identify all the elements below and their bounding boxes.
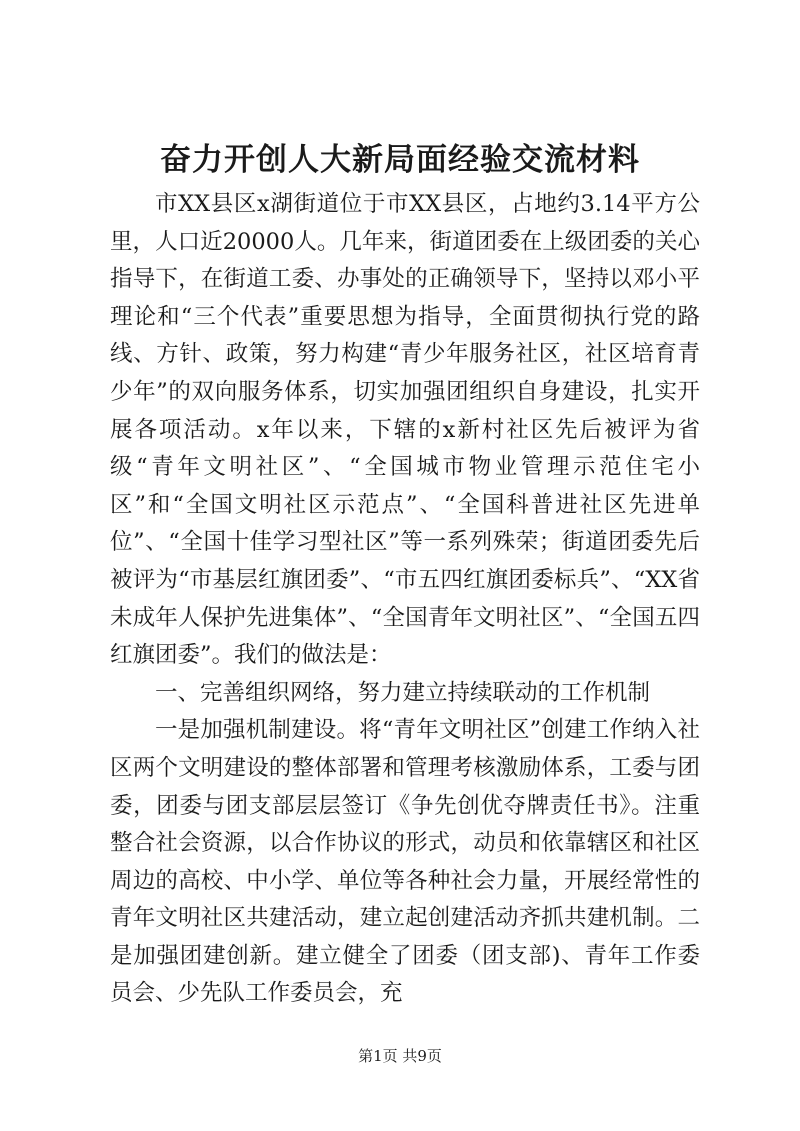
section-heading-1: 一、完善组织网络，努力建立持续联动的工作机制 (155, 679, 651, 706)
paragraph-intro: 市XX县区x湖街道位于市XX县区，占地约3.14平方公里，人口近20000人。几年来，街道团委在上级团委的关心指导下，在街道工委、办事处的正确领导下，坚持以邓小平理论和“三个代表”重要思想为指导，全面贯彻执行党的路线、方针、政策，努力构建“青少年服务社区，社区培育青少年”的双向服务体系，切实加强团组织自身建设，扎实开展各项活动。x年以来，下辖的x新村社区先后被评为省级“青年文明社区”、“全国城市物业管理示范住宅小区”和“全国文明社区示范点”、“全国科普进社区先进单位”、“全国十佳学习型社区”等一系列殊荣；街道团委先后被评为“市基层红旗团委”、“市五四红旗团委标兵”、“XX省未成年人保护先进集体”、“全国青年文明社区”、“全国五四红旗团委”。我们的做法是： (110, 191, 700, 669)
document-body (110, 186, 700, 1013)
paragraph-mechanism: 一是加强机制建设。将“青年文明社区”创建工作纳入社区两个文明建设的整体部署和管理考核激励体系，工委与团委，团委与团支部层层签订《争先创优夺牌责任书》。注重整合社会资源，以合作协议的形式，动员和依靠辖区和社区周边的高校、中小学、单位等各种社会力量，开展经常性的青年文明社区共建活动，建立起创建活动齐抓共建机制。二是加强团建创新。建立健全了团委（团支部)、青年工作委员会、少先队工作委员会，充 (110, 717, 700, 1007)
document-title: 奋力开创人大新局面经验交流材料 (160, 142, 640, 178)
page-number-footer: 第1页 共9页 (358, 1047, 442, 1065)
